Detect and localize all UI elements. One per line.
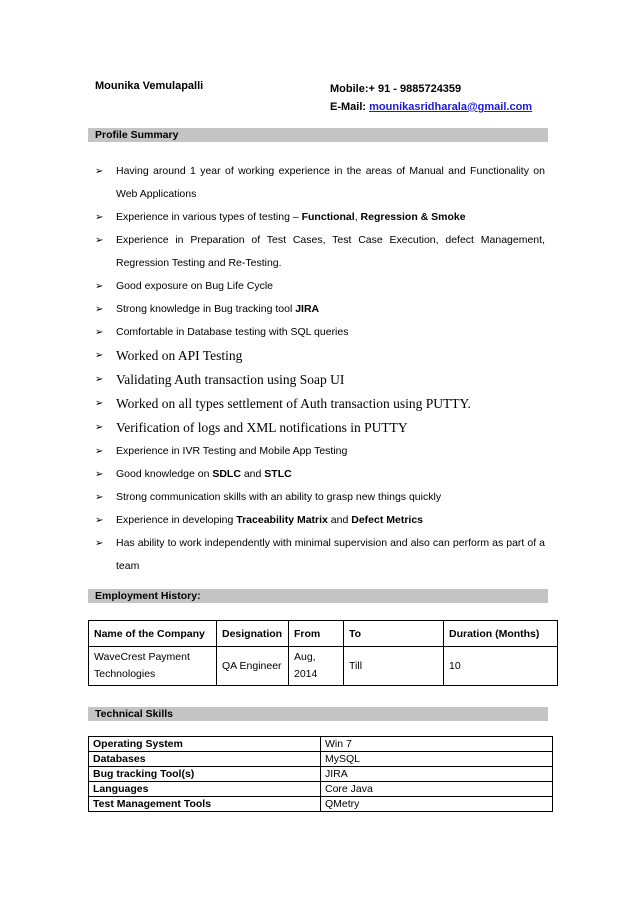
table-row <box>89 752 553 767</box>
bullet-text: Experience in IVR Testing and Mobile App Testing <box>116 445 348 457</box>
profile-bullet <box>95 532 545 578</box>
arrow-bullet-icon: ➢ <box>95 350 104 361</box>
bullet-text: Comfortable in Database testing with SQL queries <box>116 326 349 338</box>
employment-table <box>88 620 558 686</box>
profile-bullet <box>95 368 545 392</box>
skill-category-cell: Operating System <box>89 737 321 752</box>
arrow-bullet-icon: ➢ <box>95 515 104 526</box>
technical-skills-heading: Technical Skills <box>88 707 548 721</box>
profile-summary-heading: Profile Summary <box>88 128 548 142</box>
arrow-bullet-icon: ➢ <box>95 374 104 385</box>
arrow-bullet-icon: ➢ <box>95 304 104 315</box>
bullet-text: JIRA <box>295 303 320 315</box>
bullet-text: STLC <box>264 468 292 480</box>
designation-cell: QA Engineer <box>217 647 289 686</box>
profile-bullet <box>95 463 545 486</box>
bullet-text: Good knowledge on <box>116 468 213 480</box>
skill-value-cell: Win 7 <box>321 737 553 752</box>
table-row <box>89 737 553 752</box>
from-cell: Aug, 2014 <box>289 647 344 686</box>
profile-bullet <box>95 392 545 416</box>
bullet-text: SDLC <box>212 468 241 480</box>
column-header: Name of the Company <box>89 621 217 647</box>
skill-category-cell: Bug tracking Tool(s) <box>89 767 321 782</box>
profile-summary-list <box>95 160 545 578</box>
bullet-text: Validating Auth transaction using Soap UI <box>116 372 345 387</box>
bullet-text: Worked on API Testing <box>116 348 243 363</box>
arrow-bullet-icon: ➢ <box>95 212 104 223</box>
email-link[interactable]: mounikasridharala@gmail.com <box>369 101 533 113</box>
bullet-text: and <box>240 468 265 480</box>
bullet-text: Traceability Matrix <box>236 514 328 526</box>
profile-bullet <box>95 509 545 532</box>
bullet-text: , <box>354 211 361 223</box>
arrow-bullet-icon: ➢ <box>95 446 104 457</box>
profile-bullet <box>95 160 545 206</box>
profile-bullet <box>95 440 545 463</box>
arrow-bullet-icon: ➢ <box>95 281 104 292</box>
technical-skills-table <box>88 736 553 812</box>
table-row <box>89 797 553 812</box>
email-line <box>330 98 532 116</box>
bullet-text: Experience in various types of testing – <box>116 211 302 223</box>
skill-value-cell: JIRA <box>321 767 553 782</box>
arrow-bullet-icon: ➢ <box>95 235 104 246</box>
bullet-text: Experience in Preparation of Test Cases, Test Case Execution, defect Management, Regression Testing and Re-Testing. <box>116 234 545 269</box>
skill-category-cell: Languages <box>89 782 321 797</box>
employment-header-row <box>89 621 558 647</box>
table-row <box>89 782 553 797</box>
duration-cell: 10 <box>444 647 558 686</box>
email-label: E-Mail: <box>330 101 370 113</box>
arrow-bullet-icon: ➢ <box>95 422 104 433</box>
skill-category-cell: Test Management Tools <box>89 797 321 812</box>
profile-bullet <box>95 275 545 298</box>
bullet-text: Strong communication skills with an ability to grasp new things quickly <box>116 491 442 503</box>
employment-history-heading: Employment History: <box>88 589 548 603</box>
bullet-text: Verification of logs and XML notifications in PUTTY <box>116 420 408 435</box>
arrow-bullet-icon: ➢ <box>95 538 104 549</box>
profile-bullet <box>95 321 545 344</box>
profile-bullet <box>95 344 545 368</box>
table-row <box>89 647 558 686</box>
column-header: From <box>289 621 344 647</box>
table-row <box>89 767 553 782</box>
profile-bullet <box>95 298 545 321</box>
profile-bullet <box>95 416 545 440</box>
bullet-text: Functional <box>301 211 355 223</box>
skill-category-cell: Databases <box>89 752 321 767</box>
candidate-name: Mounika Vemulapalli <box>95 80 204 92</box>
column-header: Duration (Months) <box>444 621 558 647</box>
arrow-bullet-icon: ➢ <box>95 492 104 503</box>
company-cell: WaveCrest Payment Technologies <box>89 647 217 686</box>
bullet-text: Worked on all types settlement of Auth transaction using PUTTY. <box>116 396 471 411</box>
column-header: Designation <box>217 621 289 647</box>
bullet-text: Has ability to work independently with minimal supervision and also can perform as part of a team <box>116 537 545 572</box>
bullet-text: Good exposure on Bug Life Cycle <box>116 280 274 292</box>
bullet-text: and <box>327 514 352 526</box>
bullet-text: Defect Metrics <box>351 514 424 526</box>
mobile-number: Mobile:+ 91 - 9885724359 <box>330 83 462 95</box>
arrow-bullet-icon: ➢ <box>95 398 104 409</box>
skill-value-cell: MySQL <box>321 752 553 767</box>
bullet-text: Having around 1 year of working experience in the areas of Manual and Functionality on Web Applications <box>116 165 545 200</box>
profile-bullet <box>95 229 545 275</box>
skill-value-cell: Core Java <box>321 782 553 797</box>
bullet-text: Regression & Smoke <box>360 211 466 223</box>
bullet-text: Strong knowledge in Bug tracking tool <box>116 303 296 315</box>
profile-bullet <box>95 486 545 509</box>
arrow-bullet-icon: ➢ <box>95 327 104 338</box>
skill-value-cell: QMetry <box>321 797 553 812</box>
profile-bullet <box>95 206 545 229</box>
bullet-text: Experience in developing <box>116 514 237 526</box>
arrow-bullet-icon: ➢ <box>95 166 104 177</box>
to-cell: Till <box>344 647 444 686</box>
contact-block <box>330 80 532 116</box>
column-header: To <box>344 621 444 647</box>
arrow-bullet-icon: ➢ <box>95 469 104 480</box>
